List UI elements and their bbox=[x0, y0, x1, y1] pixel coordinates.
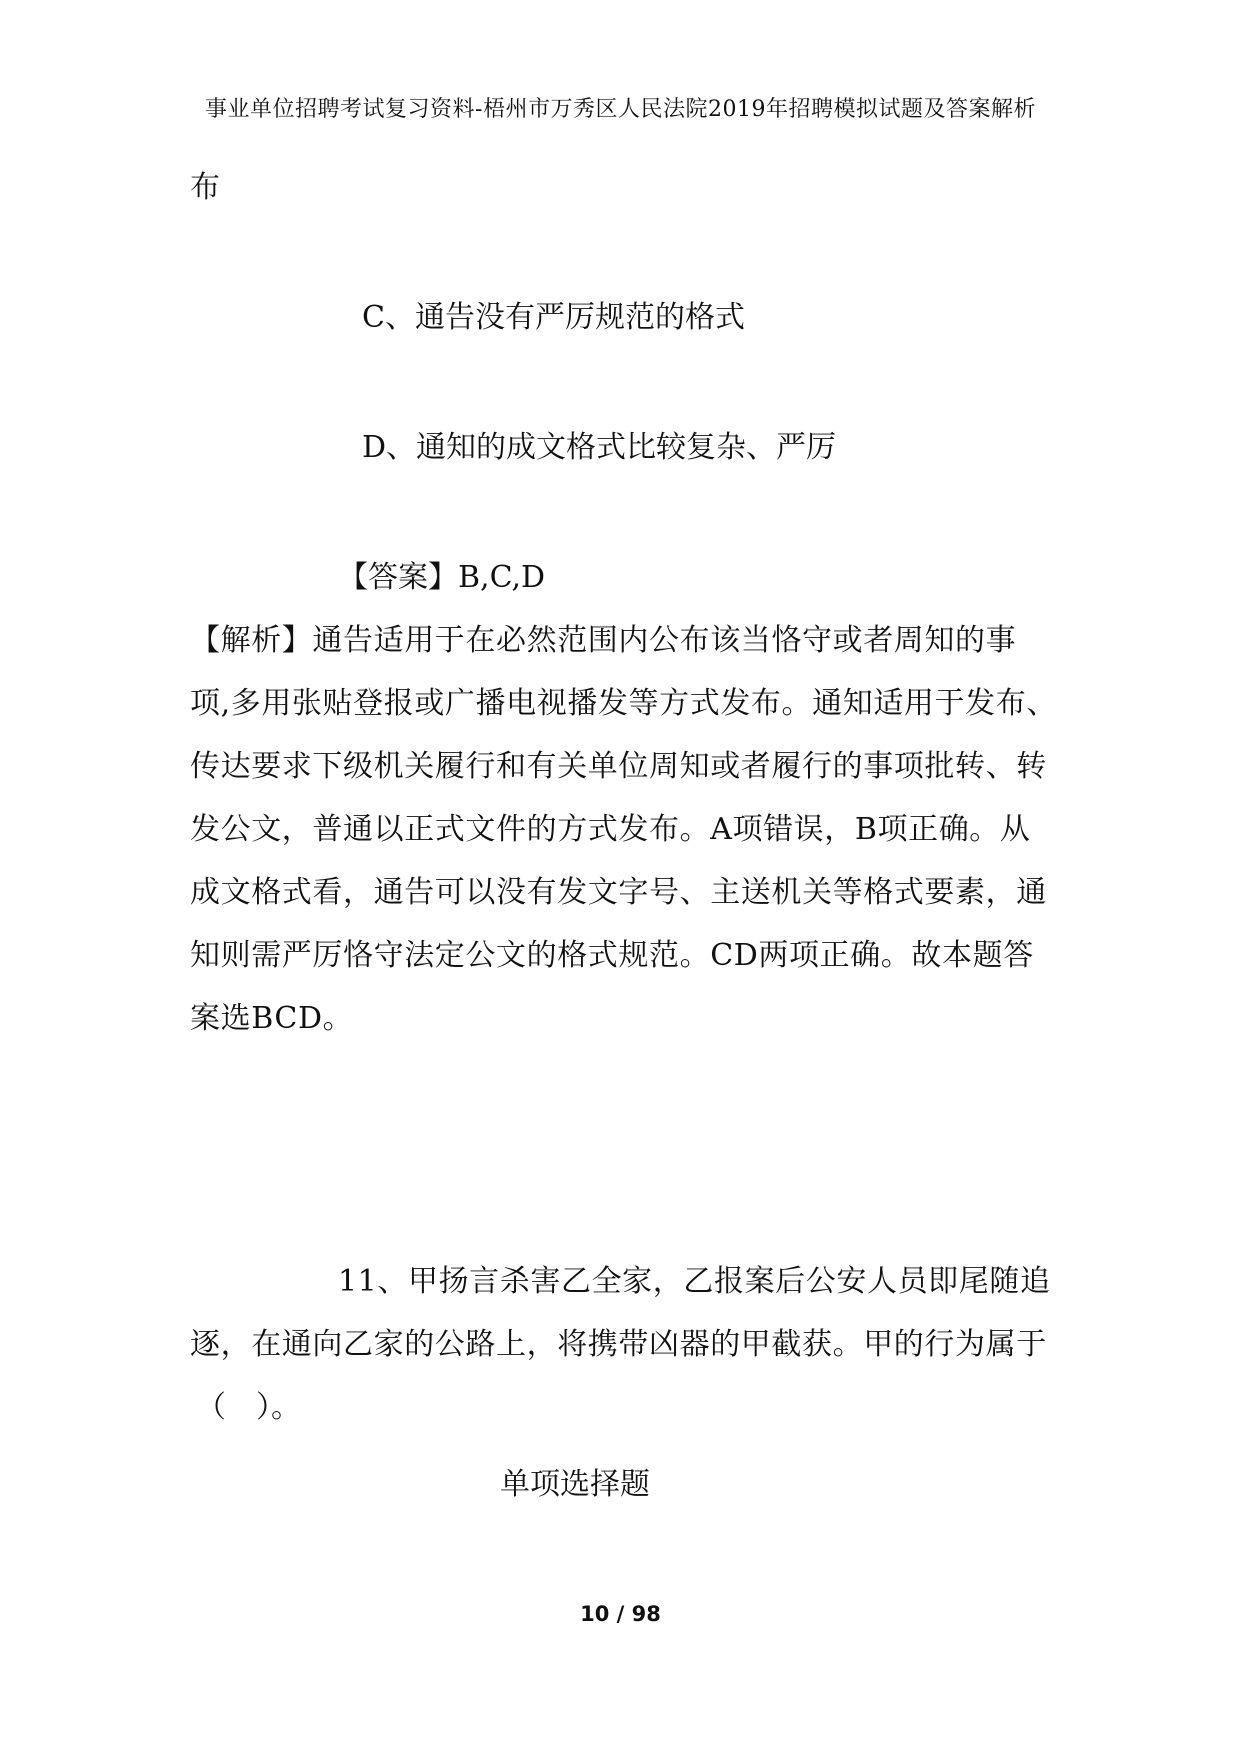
option-c: C、通告没有严厉规范的格式 bbox=[362, 300, 745, 335]
question-line: （ ）。 bbox=[196, 1390, 301, 1425]
answer-line: 【答案】B,C,D bbox=[338, 560, 546, 595]
question-line: 逐，在通向乙家的公路上，将携带凶器的甲截获。甲的行为属于 bbox=[190, 1327, 1047, 1362]
page-header: 事业单位招聘考试复习资料-梧州市万秀区人民法院2019年招聘模拟试题及答案解析 bbox=[205, 97, 1036, 122]
analysis-line: 项,多用张贴登报或广播电视播发等方式发布。通知适用于发布、 bbox=[190, 686, 1057, 721]
question-type-label: 单项选择题 bbox=[500, 1467, 650, 1502]
analysis-line: 【解析】通告适用于在必然范围内公布该当恪守或者周知的事 bbox=[190, 623, 1017, 658]
analysis-line: 发公文，普通以正式文件的方式发布。A项错误，B项正确。从 bbox=[190, 812, 1031, 847]
page-number: 10 / 98 bbox=[580, 1602, 661, 1626]
carryover-text: 布 bbox=[190, 170, 220, 205]
analysis-line: 案选BCD。 bbox=[190, 1001, 354, 1036]
analysis-line: 传达要求下级机关履行和有关单位周知或者履行的事项批转、转 bbox=[190, 749, 1047, 784]
option-d: D、通知的成文格式比较复杂、严厉 bbox=[362, 430, 837, 465]
analysis-line: 知则需严厉恪守法定公文的格式规范。CD两项正确。故本题答 bbox=[190, 938, 1034, 973]
question-line: 11、甲扬言杀害乙全家，乙报案后公安人员即尾随追 bbox=[338, 1264, 1051, 1299]
analysis-line: 成文格式看，通告可以没有发文字号、主送机关等格式要素，通 bbox=[190, 875, 1047, 910]
